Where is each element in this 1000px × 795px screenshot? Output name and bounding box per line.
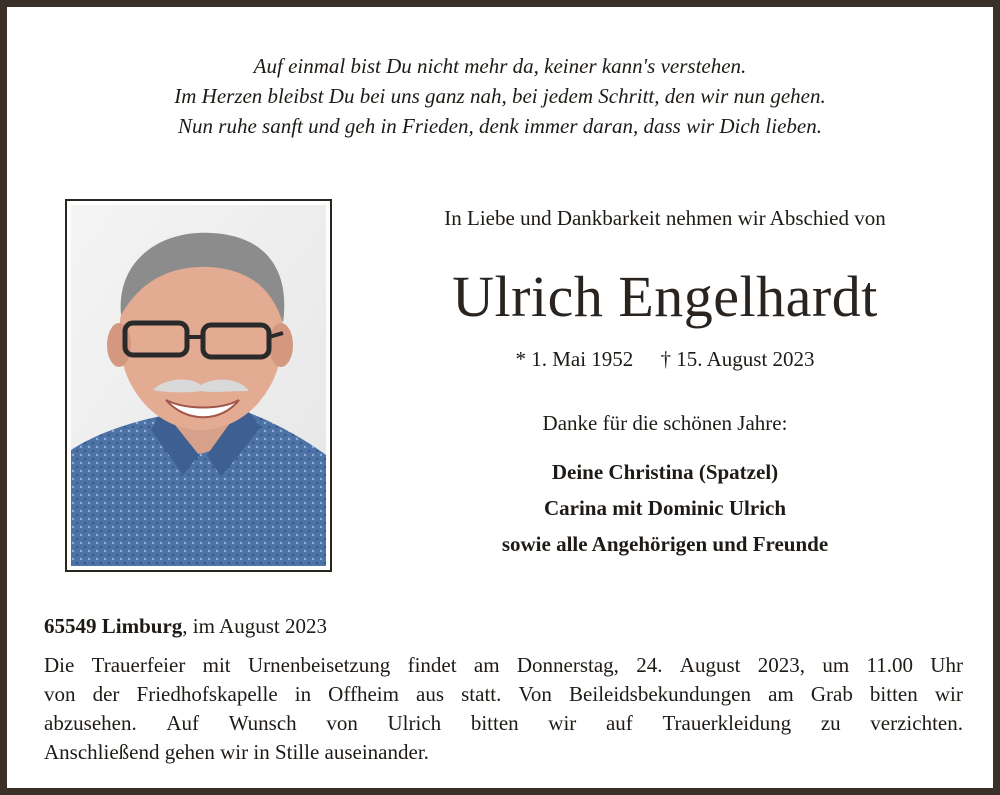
info-word: auf	[605, 711, 633, 735]
info-word: Auf	[166, 711, 200, 735]
info-word: 11.00	[866, 653, 913, 677]
place-name: 65549 Limburg	[44, 614, 183, 638]
death-date: † 15. August 2023	[660, 347, 815, 371]
info-word: in	[294, 682, 312, 706]
info-word: abzusehen.	[44, 711, 137, 735]
poem-line: Auf einmal bist Du nicht mehr da, keiner kann's verstehen.	[253, 54, 747, 78]
portrait-image	[71, 205, 326, 566]
info-word: Grab	[810, 682, 853, 706]
info-word: findet	[407, 653, 457, 677]
info-word: von	[44, 682, 76, 706]
info-word: Von	[518, 682, 552, 706]
portrait-photo	[65, 199, 332, 572]
info-word: Trauerfeier	[91, 653, 186, 677]
info-word: wir	[934, 682, 963, 706]
place-date	[44, 611, 327, 641]
funeral-info	[44, 651, 963, 767]
info-line	[44, 680, 963, 709]
info-line: Anschließend gehen wir in Stille auseinander.	[44, 740, 429, 764]
info-word: verzichten.	[870, 711, 963, 735]
info-word: Trauerkleidung	[662, 711, 792, 735]
info-word: Uhr	[930, 653, 963, 677]
info-word: der	[92, 682, 120, 706]
info-word: Urnenbeisetzung	[247, 653, 391, 677]
info-word: am	[473, 653, 500, 677]
poem-line: Nun ruhe sanft und geh in Frieden, denk immer daran, dass wir Dich lieben.	[178, 114, 822, 138]
birth-date: * 1. Mai 1952	[515, 347, 634, 371]
info-line	[44, 709, 963, 738]
info-word: um	[822, 653, 850, 677]
info-line	[44, 651, 963, 680]
info-word: Ulrich	[387, 711, 442, 735]
info-word: Friedhofskapelle	[136, 682, 278, 706]
info-word: von	[326, 711, 358, 735]
info-word: wir	[548, 711, 577, 735]
intro-text: In Liebe und Dankbarkeit nehmen wir Abschied von	[444, 206, 886, 230]
poem	[7, 51, 993, 141]
info-word: Beileidsbekundungen	[569, 682, 751, 706]
mourner-line: Deine Christina (Spatzel)	[551, 460, 779, 484]
info-word: statt.	[461, 682, 502, 706]
mourner-line: Carina mit Dominic Ulrich	[543, 496, 787, 520]
info-word: aus	[416, 682, 445, 706]
thanks-text: Danke für die schönen Jahre:	[542, 411, 788, 435]
info-word: 2023,	[757, 653, 806, 677]
info-word: Donnerstag,	[516, 653, 619, 677]
place-date-rest: , im August 2023	[182, 614, 327, 638]
info-word: bitten	[470, 711, 519, 735]
info-word: Offheim	[328, 682, 399, 706]
mourner-line: sowie alle Angehörigen und Freunde	[501, 532, 829, 556]
info-word: mit	[202, 653, 231, 677]
info-word: Wunsch	[228, 711, 297, 735]
life-dates	[337, 344, 993, 374]
poem-line: Im Herzen bleibst Du bei uns ganz nah, bei jedem Schritt, den wir nun gehen.	[174, 84, 826, 108]
info-word: bitten	[869, 682, 918, 706]
info-word: am	[768, 682, 794, 706]
info-word: August	[679, 653, 741, 677]
deceased-name: Ulrich Engelhardt	[452, 264, 878, 329]
mourners-list	[337, 454, 993, 562]
info-word: 24.	[636, 653, 663, 677]
info-word: Die	[44, 653, 75, 677]
info-word: zu	[820, 711, 841, 735]
